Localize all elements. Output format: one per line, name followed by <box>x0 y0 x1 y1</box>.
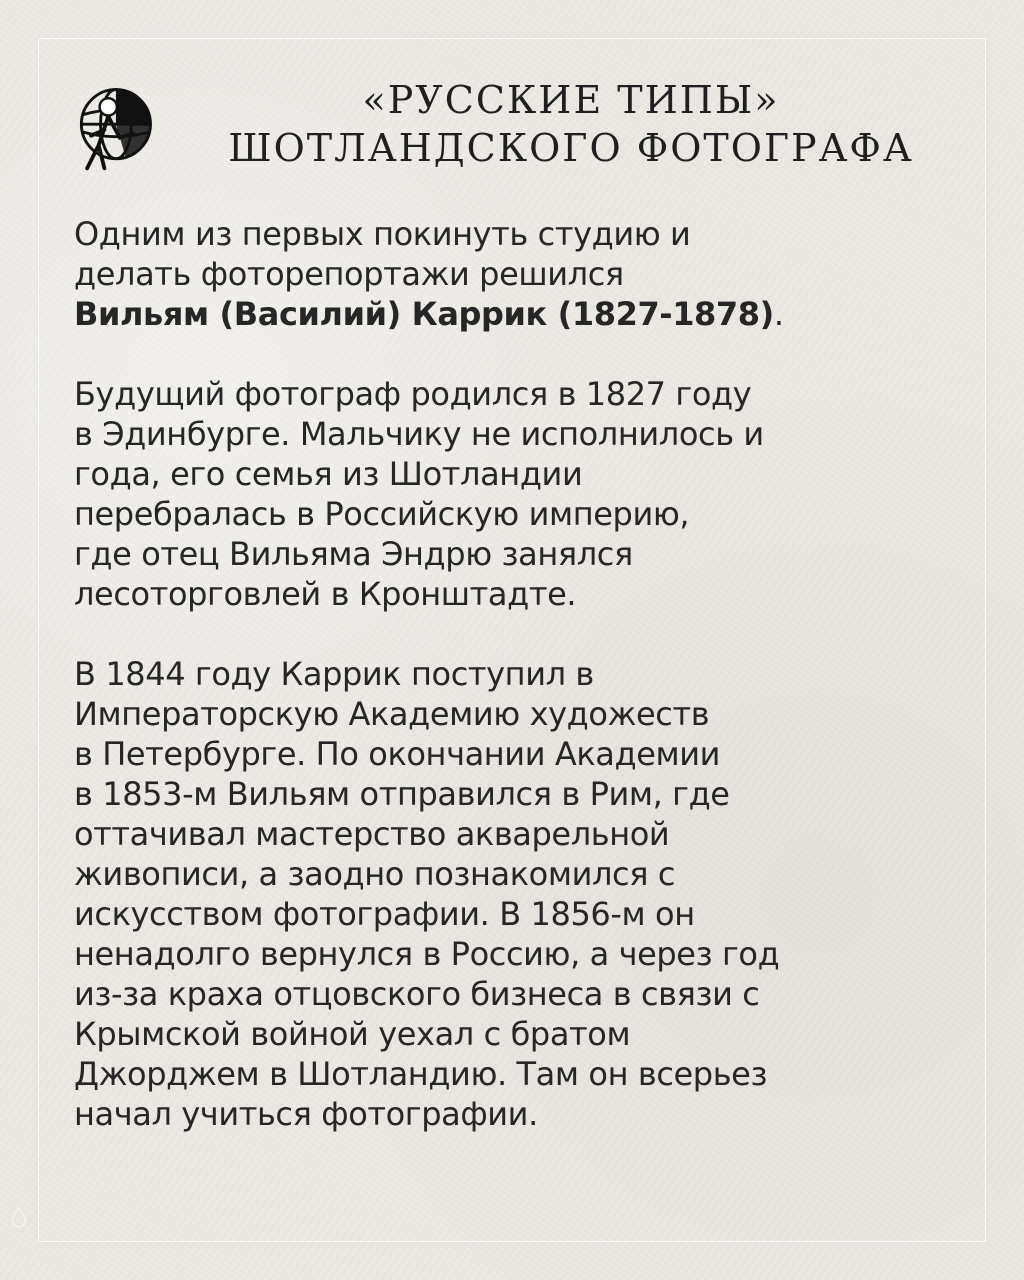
text-line <box>74 294 954 334</box>
paragraph-3 <box>74 654 954 1134</box>
text-line: ненадолго вернулся в Россию, а через год <box>74 935 780 973</box>
text-line: Императорскую Академию художеств <box>74 695 710 733</box>
text-line: где отец Вильяма Эндрю занялся <box>74 535 633 573</box>
globe-figure-icon <box>66 80 162 176</box>
text-line: в 1853-м Вильям отправился в Рим, где <box>74 775 730 813</box>
title-line-2: ШОТЛАНДСКОГО ФОТОГРАФА <box>228 126 914 170</box>
text-line: В 1844 году Каррик поступил в <box>74 655 594 693</box>
text-line: в Петербурге. По окончании Академии <box>74 735 721 773</box>
text-line: Крымской войной уехал с братом <box>74 1015 631 1053</box>
text-line: Будущий фотограф родился в 1827 году <box>74 375 752 413</box>
drop-mark-icon <box>8 1206 30 1228</box>
text-line: года, его семья из Шотландии <box>74 455 583 493</box>
page-title <box>176 76 966 172</box>
text-line: лесоторговлей в Кронштадте. <box>74 575 577 613</box>
text-line: оттачивал мастерство акварельной <box>74 815 670 853</box>
text-line: перебралась в Российскую империю, <box>74 495 690 533</box>
article-body <box>74 214 954 1174</box>
header <box>66 76 966 186</box>
text-line: из-за краха отцовского бизнеса в связи с <box>74 975 760 1013</box>
paragraph-1 <box>74 214 954 334</box>
text-line: в Эдинбурге. Мальчику не исполнилось и <box>74 415 764 453</box>
paragraph-2 <box>74 374 954 614</box>
text-line: начал учиться фотографии. <box>74 1095 538 1133</box>
photographer-name: Вильям (Василий) Каррик (1827-1878) <box>74 295 774 333</box>
text-line: живописи, а заодно познакомился с <box>74 855 676 893</box>
text-line: Джорджем в Шотландию. Там он всерьез <box>74 1055 768 1093</box>
sentence-end: . <box>773 295 784 333</box>
text-line: Одним из первых покинуть студию и <box>74 215 691 253</box>
text-line: искусством фотографии. В 1856-м он <box>74 895 695 933</box>
title-line-1: «РУССКИЕ ТИПЫ» <box>362 78 780 122</box>
text-line: делать фоторепортажи решился <box>74 255 624 293</box>
